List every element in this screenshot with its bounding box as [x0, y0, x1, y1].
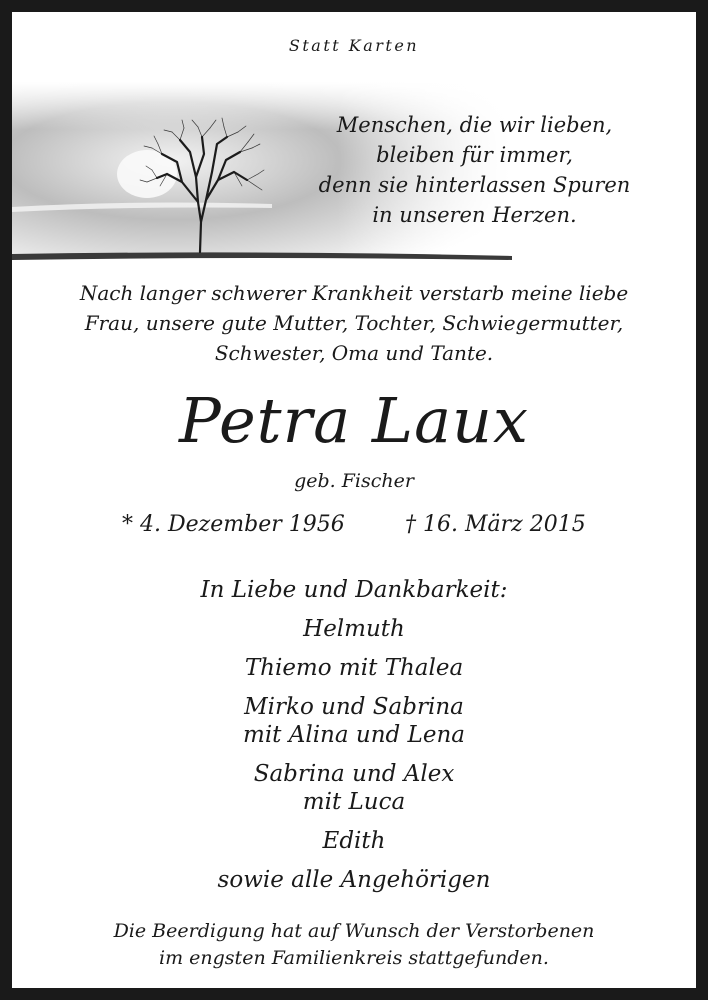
mourner-name: sowie alle Angehörigen [217, 867, 491, 893]
mourner-name: mit Alina und Lena [243, 722, 465, 748]
closing-line: im engsten Familienkreis stattgefunden. [159, 947, 549, 969]
quote-line: in unseren Herzen. [372, 203, 577, 227]
quote-line: Menschen, die wir lieben, [336, 113, 613, 137]
funeral-notice [12, 918, 696, 972]
mourner-name: Helmuth [303, 616, 405, 642]
birth-date: * 4. Dezember 1956 [122, 512, 345, 537]
maiden-name: geb. Fischer [294, 470, 414, 492]
mourner-name: Mirko und Sabrina [244, 694, 464, 720]
statt-karten-heading: Statt Karten [288, 36, 420, 55]
intro-line: Schwester, Oma und Tante. [214, 341, 494, 365]
memorial-quote [317, 110, 632, 230]
intro-line: Frau, unsere gute Mutter, Tochter, Schwiegermutter, [84, 311, 624, 335]
quote-line: denn sie hinterlassen Spuren [318, 173, 631, 197]
quote-line: bleiben für immer, [376, 143, 573, 167]
intro-line: Nach langer schwerer Krankheit verstarb meine liebe [79, 281, 629, 305]
death-announcement [12, 278, 696, 368]
deceased-name: Petra Laux [179, 384, 529, 457]
mourners-list [12, 574, 696, 897]
mourner-name: Thiemo mit Thalea [244, 655, 464, 681]
mourner-name: mit Luca [302, 789, 406, 815]
death-date: † 16. März 2015 [405, 512, 586, 537]
mourner-name: Sabrina und Alex [253, 761, 455, 787]
mourners-heading: In Liebe und Dankbarkeit: [200, 577, 508, 603]
closing-line: Die Beerdigung hat auf Wunsch der Verstorbenen [113, 920, 595, 942]
mourner-name: Edith [322, 828, 386, 854]
